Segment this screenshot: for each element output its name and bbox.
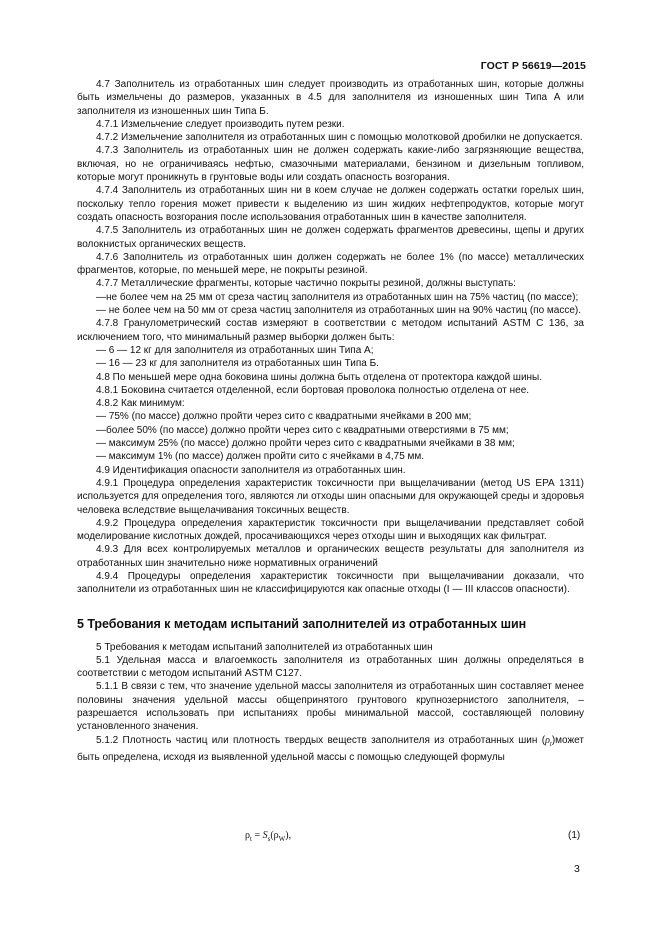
clause-paragraph: — максимум 25% (по массе) должно пройти через сито с квадратными ячейками в 38 мм;: [96, 438, 515, 450]
formula-number: (1): [568, 830, 581, 841]
clause-paragraph: 5 Требования к методам испытаний заполнителей из отработанных шин: [96, 641, 433, 653]
clause-paragraph: —не более чем на 25 мм от среза частиц заполнителя из отработанных шин на 75% частиц (по массе);: [96, 291, 579, 303]
clause-paragraph: 4.7.6 Заполнитель из отработанных шин должен содержать не более 1% (по массе) металлических фрагментов, которые, по меньшей мере, не покрыты резиной.: [77, 251, 584, 277]
clause-paragraph: 4.7.4 Заполнитель из отработанных шин ни в коем случае не должен содержать остатки горелых шин, поскольку тепло горения может привести к выделению из шин жидких нефтепродуктов, которые могут создать опасность возгорания после использования отработанных шин в качестве заполнителя.: [77, 185, 584, 223]
clause-paragraph: 4.7.7 Металлические фрагменты, которые частично покрыты резиной, должны выступать:: [96, 278, 516, 290]
clause-paragraph: 4.7.5 Заполнитель из отработанных шин не должен содержать фрагментов древесины, щепы и других волокнистых органических веществ.: [77, 225, 584, 250]
document-body: [77, 78, 584, 764]
clause-paragraph: 4.8 По меньшей мере одна боковина шины должна быть отделена от протектора каждой шины.: [96, 371, 543, 383]
page-number: 3: [574, 863, 580, 875]
clause-paragraph: — 6 — 12 кг для заполнителя из отработанных шин Типа А;: [96, 344, 374, 356]
clause-list-5: [77, 641, 584, 734]
clause-paragraph: 4.8.2 Как минимум:: [96, 398, 185, 410]
clause-paragraph: 4.7.3 Заполнитель из отработанных шин не должен содержать какие-либо загрязняющие вещества, включая, но не ограничиваясь нефтью, смазочными материалами, бензином и дизельным топливом, которые могут проникнуть в грунтовые воды или создать опасность возгорания.: [77, 145, 584, 184]
clause-paragraph: 4.7.2 Измельчение заполнителя из отработанных шин с помощью молотковой дробилки не допускается.: [96, 132, 583, 144]
clause-paragraph: —более 50% (по массе) должно пройти через сито с квадратными отверстиями в 75 мм;: [96, 424, 509, 436]
density-symbol: $(\rho_t)$: [541, 734, 556, 748]
clause-paragraph: — не более чем на 50 мм от среза частиц заполнителя из отработанных шин на 90% частиц (по массе).: [96, 305, 582, 317]
clause-paragraph: 4.9.2 Процедура определения характеристик токсичности при выщелачивании представляет собой моделирование кислотных дождей, просачивающихся через отходы шин и выходящих как фильтрат.: [77, 517, 584, 543]
clause-paragraph: 5.1 Удельная масса и влагоемкость заполнителя из отработанных шин должны определяться в соответствии с методом испытаний ASTM C127.: [77, 654, 584, 680]
document-header: ГОСТ Р 56619—2015: [480, 60, 586, 72]
clause-paragraph: 4.9 Идентификация опасности заполнителя из отработанных шин.: [96, 464, 406, 476]
clause-paragraph: 4.8.1 Боковина считается отделенной, если бортовая проволока полностью отделена от нее.: [96, 384, 530, 396]
formula-expression: $\rho_t = S_s(\rho_W)$,: [245, 830, 292, 843]
clause-list-4: [77, 78, 584, 597]
clause-paragraph: 5.1.1 В связи с тем, что значение удельной массы заполнителя из отработанных шин составляет менее половины значения удельной массы общепринятого грунтового крупнозернистого заполнителя, – разрешается использовать при испытаниях пробы минимальной массой, составляющей половину установленного значения.: [77, 681, 584, 733]
clause-paragraph: 4.7 Заполнитель из отработанных шин следует производить из отработанных шин, которые должны быть измельчены до размеров, указанных в 4.5 для заполнителя из изношенных шин Типа А или заполнителя из изношенных шин Типа Б.: [77, 79, 584, 117]
clause-paragraph: — 16 — 23 кг для заполнителя из отработанных шин Типа Б.: [96, 358, 379, 370]
clause-paragraph: — 75% (по массе) должно пройти через сито с квадратными ячейками в 200 мм;: [96, 411, 472, 423]
clause-paragraph: 4.7.8 Гранулометрический состав измеряют в соответствии с методом испытаний ASTM C 136, за исключением того, что минимальный размер выборки должен быть:: [77, 318, 584, 343]
section-heading: 5 Требования к методам испытаний заполнителей из отработанных шин: [77, 616, 527, 631]
clause-5-1-2: 5.1.2 Плотность частиц или плотность твердых веществ заполнителя из отработанных шин $(\rho_t)может$ быть определена, исходя из выявленной удельной массы с помощью следующей формулы: [77, 734, 584, 763]
clause-paragraph: — максимум 1% (по массе) должен пройти сито с ячейками в 4,75 мм.: [96, 451, 425, 463]
clause-paragraph: 4.9.3 Для всех контролируемых металлов и органических веществ результаты для заполнителя из отработанных шин значительно ниже нормативных ограничений: [77, 544, 584, 569]
clause-paragraph: 4.9.4 Процедуры определения характеристик токсичности при выщелачивании доказали, что заполнители из отработанных шин не классифицируются как опасные отходы (I — III классов опасности).: [77, 570, 584, 596]
clause-paragraph: 4.7.1 Измельчение следует производить путем резки.: [96, 118, 345, 130]
clause-paragraph: 4.9.1 Процедура определения характеристик токсичности при выщелачивании (метод US EPA 1311) используется для определения того, являются ли отходы шин опасными для окружающей среды и здоровья человека вследствие выщелачивания токсичных веществ.: [77, 477, 584, 516]
